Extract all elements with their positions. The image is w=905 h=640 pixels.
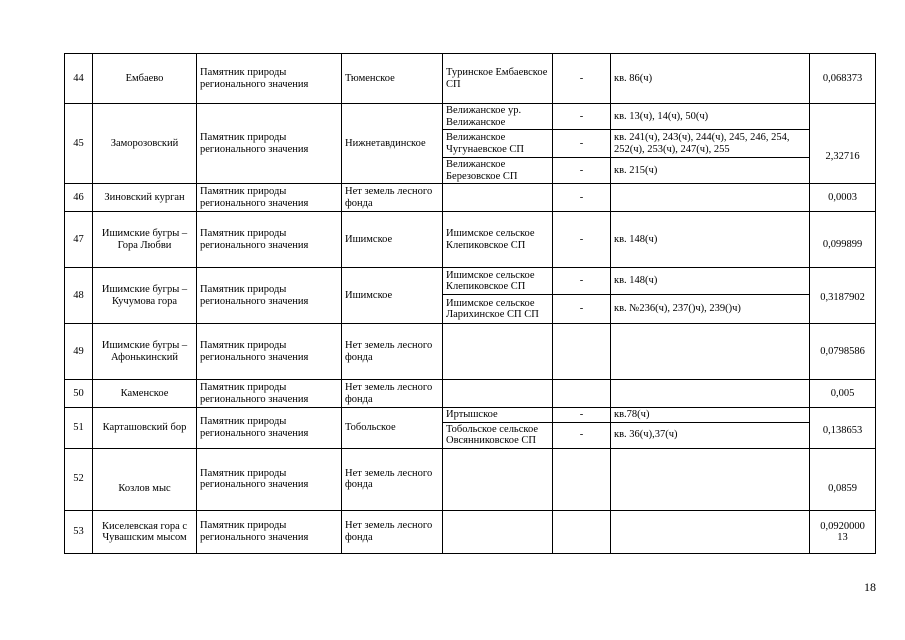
quarters: кв.78(ч) [611,408,810,423]
forest-parcel: Велижанское Чугунаевское СП [443,130,553,158]
area-value: 0,0798586 [810,324,876,380]
district: Нет земель лесного фонда [342,324,443,380]
quarters: кв. 148(ч) [611,268,810,295]
row-number: 53 [65,510,93,553]
dash-cell [553,380,611,408]
quarters [611,380,810,408]
forest-parcel: Ишимское сельское Клепиковское СП [443,212,553,268]
object-name: Заморозовский [93,104,197,184]
table-row [65,212,876,268]
object-category: Памятник природы регионального значения [197,212,342,268]
object-name: Ишимские бугры – Гора Любви [93,212,197,268]
district: Ишимское [342,268,443,324]
protected-areas-table [64,53,876,554]
object-category: Памятник природы регионального значения [197,184,342,212]
page-number: 18 [864,580,876,594]
dash-cell: - [553,130,611,158]
object-name: Ишимские бугры – Афонькинский [93,324,197,380]
dash-cell: - [553,158,611,184]
dash-cell [553,510,611,553]
quarters: кв. 215(ч) [611,158,810,184]
dash-cell: - [553,295,611,324]
area-value: 2,32716 [810,104,876,184]
district: Нет земель лесного фонда [342,380,443,408]
district: Нет земель лесного фонда [342,184,443,212]
quarters [611,448,810,510]
row-number: 52 [65,448,93,510]
object-name: Киселевская гора с Чувашским мысом [93,510,197,553]
dash-cell: - [553,268,611,295]
quarters [611,324,810,380]
quarters: кв. 148(ч) [611,212,810,268]
district: Нет земель лесного фонда [342,510,443,553]
dash-cell: - [553,104,611,130]
area-value: 0,138653 [810,408,876,449]
table-row [65,104,876,130]
quarters: кв. 13(ч), 14(ч), 50(ч) [611,104,810,130]
row-number: 50 [65,380,93,408]
table-row [65,408,876,423]
row-number: 44 [65,54,93,104]
quarters [611,184,810,212]
object-category: Памятник природы регионального значения [197,268,342,324]
area-value: 0,0859 [810,448,876,510]
row-number: 47 [65,212,93,268]
quarters [611,510,810,553]
area-value: 0,0003 [810,184,876,212]
object-category: Памятник природы регионального значения [197,380,342,408]
district: Тюменское [342,54,443,104]
object-name: Зиновский курган [93,184,197,212]
quarters: кв. 86(ч) [611,54,810,104]
area-value: 0,099899 [810,212,876,268]
dash-cell: - [553,422,611,448]
dash-cell [553,324,611,380]
row-number: 48 [65,268,93,324]
dash-cell: - [553,54,611,104]
forest-parcel: Велижанское Березовское СП [443,158,553,184]
area-value: 0,068373 [810,54,876,104]
forest-parcel: Ишимское сельское Ларихинское СП СП [443,295,553,324]
forest-parcel [443,184,553,212]
object-name: Козлов мыс [93,448,197,510]
object-category: Памятник природы регионального значения [197,510,342,553]
object-category: Памятник природы регионального значения [197,54,342,104]
table-row [65,380,876,408]
area-value: 0,092000013 [810,510,876,553]
dash-cell: - [553,408,611,423]
district: Нет земель лесного фонда [342,448,443,510]
table-row [65,268,876,295]
forest-parcel [443,510,553,553]
area-value: 0,3187902 [810,268,876,324]
forest-parcel: Туринское Ембаевское СП [443,54,553,104]
forest-parcel: Ишимское сельское Клепиковское СП [443,268,553,295]
object-name: Ишимские бугры – Кучумова гора [93,268,197,324]
table-row [65,54,876,104]
district: Ишимское [342,212,443,268]
dash-cell: - [553,184,611,212]
table-row [65,184,876,212]
object-name: Ембаево [93,54,197,104]
row-number: 51 [65,408,93,449]
quarters: кв. 36(ч),37(ч) [611,422,810,448]
object-category: Памятник природы регионального значения [197,448,342,510]
table-row [65,324,876,380]
object-category: Памятник природы регионального значения [197,104,342,184]
dash-cell [553,448,611,510]
table-row [65,510,876,553]
forest-parcel: Тобольское сельское Овсянниковское СП [443,422,553,448]
object-category: Памятник природы регионального значения [197,408,342,449]
quarters: кв. №236(ч), 237()ч), 239()ч) [611,295,810,324]
forest-parcel [443,380,553,408]
object-name: Карташовский бор [93,408,197,449]
forest-parcel [443,448,553,510]
quarters: кв. 241(ч), 243(ч), 244(ч), 245, 246, 254, 252(ч), 253(ч), 247(ч), 255 [611,130,810,158]
forest-parcel [443,324,553,380]
dash-cell: - [553,212,611,268]
forest-parcel: Иртышское [443,408,553,423]
row-number: 49 [65,324,93,380]
area-value: 0,005 [810,380,876,408]
object-category: Памятник природы регионального значения [197,324,342,380]
district: Нижнетавдинское [342,104,443,184]
row-number: 46 [65,184,93,212]
district: Тобольское [342,408,443,449]
table-row [65,448,876,510]
object-name: Каменское [93,380,197,408]
row-number: 45 [65,104,93,184]
forest-parcel: Велижанское ур. Велижанское [443,104,553,130]
